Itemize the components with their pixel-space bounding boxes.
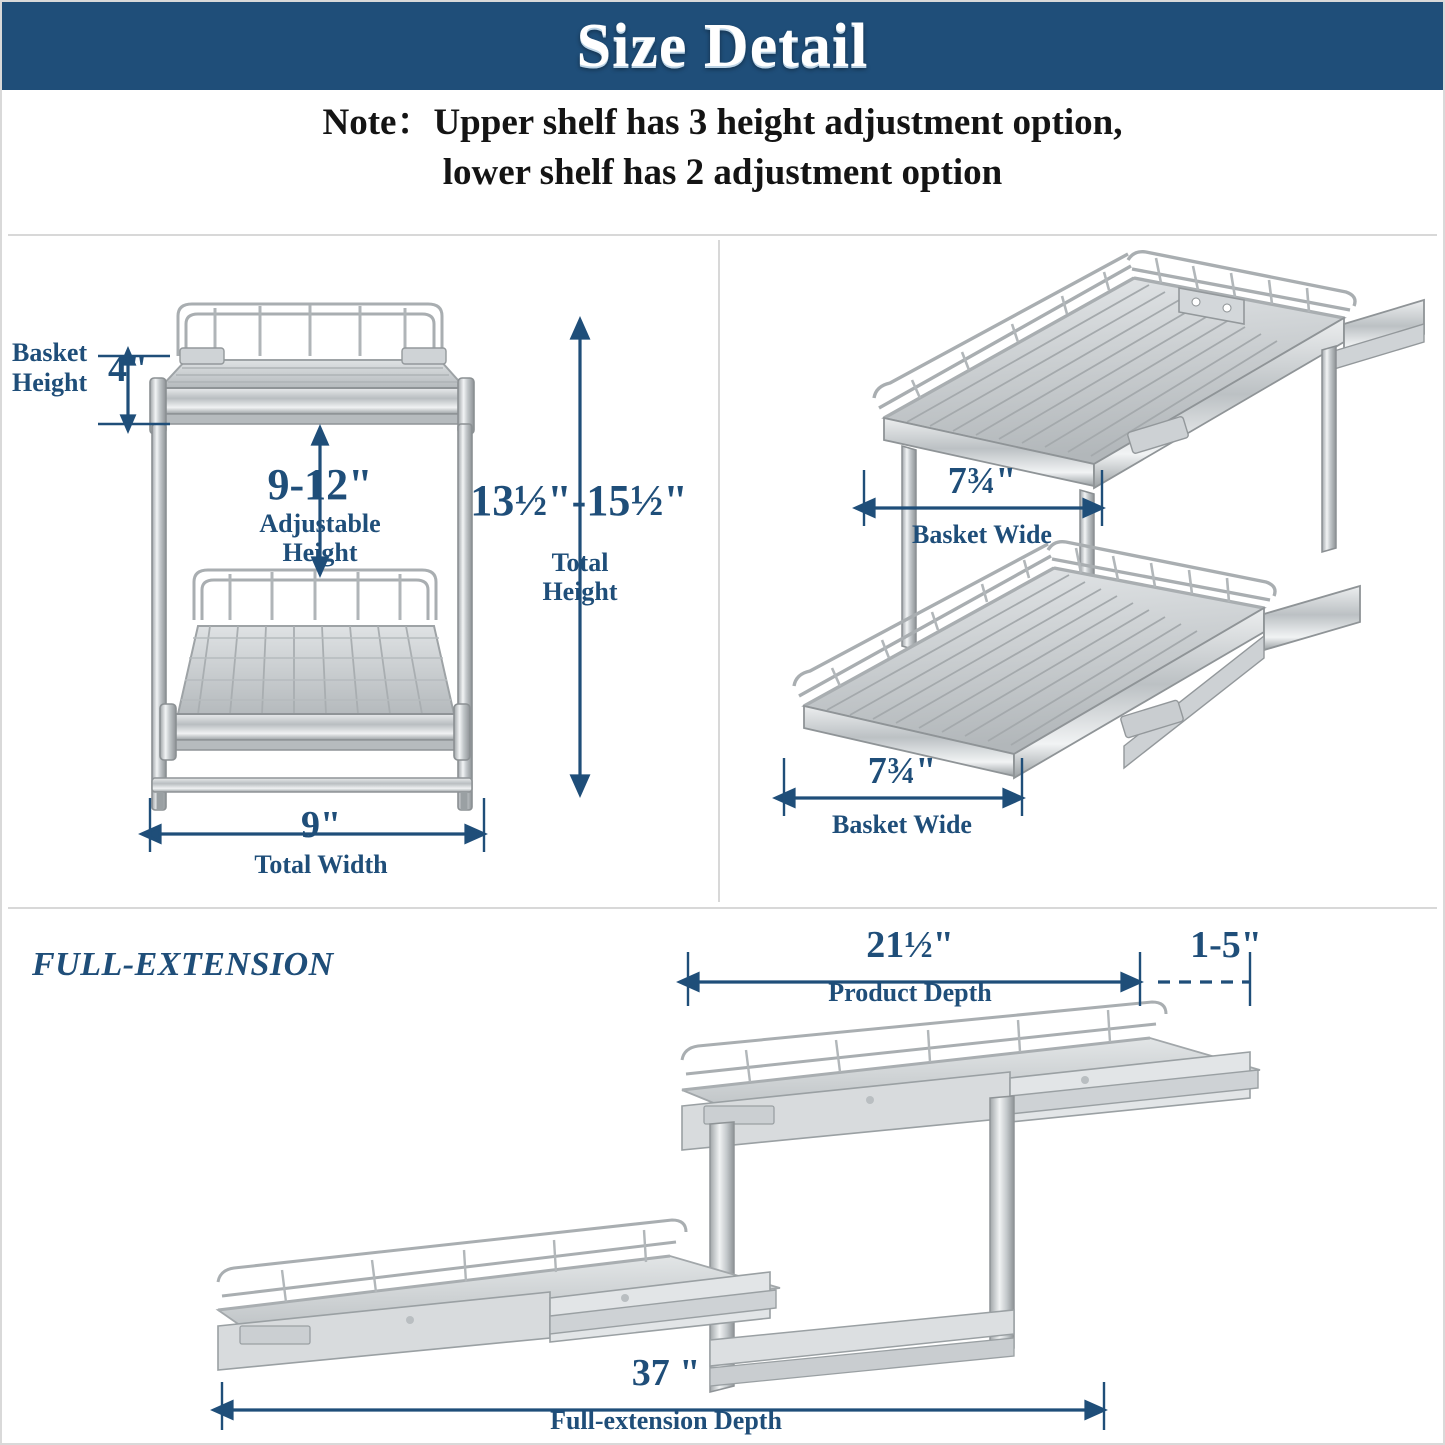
panel-perspective-view [724,238,1439,904]
lower-basket-wide-label [792,810,1012,839]
adjustable-height-dim [190,460,450,567]
panel-full-extension [10,910,1439,1440]
panel-front-view [10,238,716,904]
product-depth-dim [810,924,1010,967]
lower-basket-wide-value: 7¾" [867,750,937,792]
full-extension-heading: FULL-EXTENSION [32,946,334,983]
total-width-label-text: Total Width [254,850,388,879]
total-width-dim [246,804,396,847]
basket-height-label-line1: Basket [12,338,88,367]
full-extension-depth-dim [586,1352,746,1395]
total-height-value: 13½"-15½" [470,476,688,525]
basket-height-value [96,348,160,391]
divider-middle [8,907,1437,909]
page-title: Size Detail [576,11,869,80]
lower-basket-wide-dim [802,750,1002,793]
adjustable-height-value: 9-12" [267,460,373,509]
divider-vertical [718,240,720,902]
adjustable-height-label-line1: Adjustable [259,509,381,539]
perspective-view-drawing [724,238,1439,904]
full-extension-depth-value: 37 " [631,1352,701,1394]
total-width-value: 9" [300,804,342,846]
basket-height-label-line2: Height [12,367,88,397]
total-height-label-line1: Total [551,548,609,577]
total-height-label [530,548,630,606]
divider-top [8,234,1437,236]
clearance-dim [1146,924,1306,967]
note-line-1: Note：Upper shelf has 3 height adjustment option, [322,102,1123,143]
upper-basket-wide-dim [882,460,1082,503]
basket-height-value-text: 4" [107,348,149,390]
total-height-dim [442,476,716,525]
header-banner [2,2,1443,90]
adjustable-height-label-line2: Height [282,538,358,568]
basket-height-label [12,338,87,398]
product-depth-label-text: Product Depth [828,978,992,1007]
full-extension-depth-label [486,1406,846,1435]
note-line-2: lower shelf has 2 adjustment option [442,151,1003,193]
note-text [2,98,1443,198]
total-width-label [226,850,416,879]
upper-basket-wide-value: 7¾" [947,460,1017,502]
upper-basket-wide-label [872,520,1092,549]
full-extension-depth-label-text: Full-extension Depth [550,1406,782,1435]
lower-basket-wide-label-text: Basket Wide [832,810,972,839]
product-depth-value: 21½" [866,924,954,966]
product-depth-label [800,978,1020,1007]
total-height-label-line2: Height [542,577,618,607]
clearance-value: 1-5" [1190,924,1262,966]
upper-basket-wide-label-text: Basket Wide [912,520,1052,549]
